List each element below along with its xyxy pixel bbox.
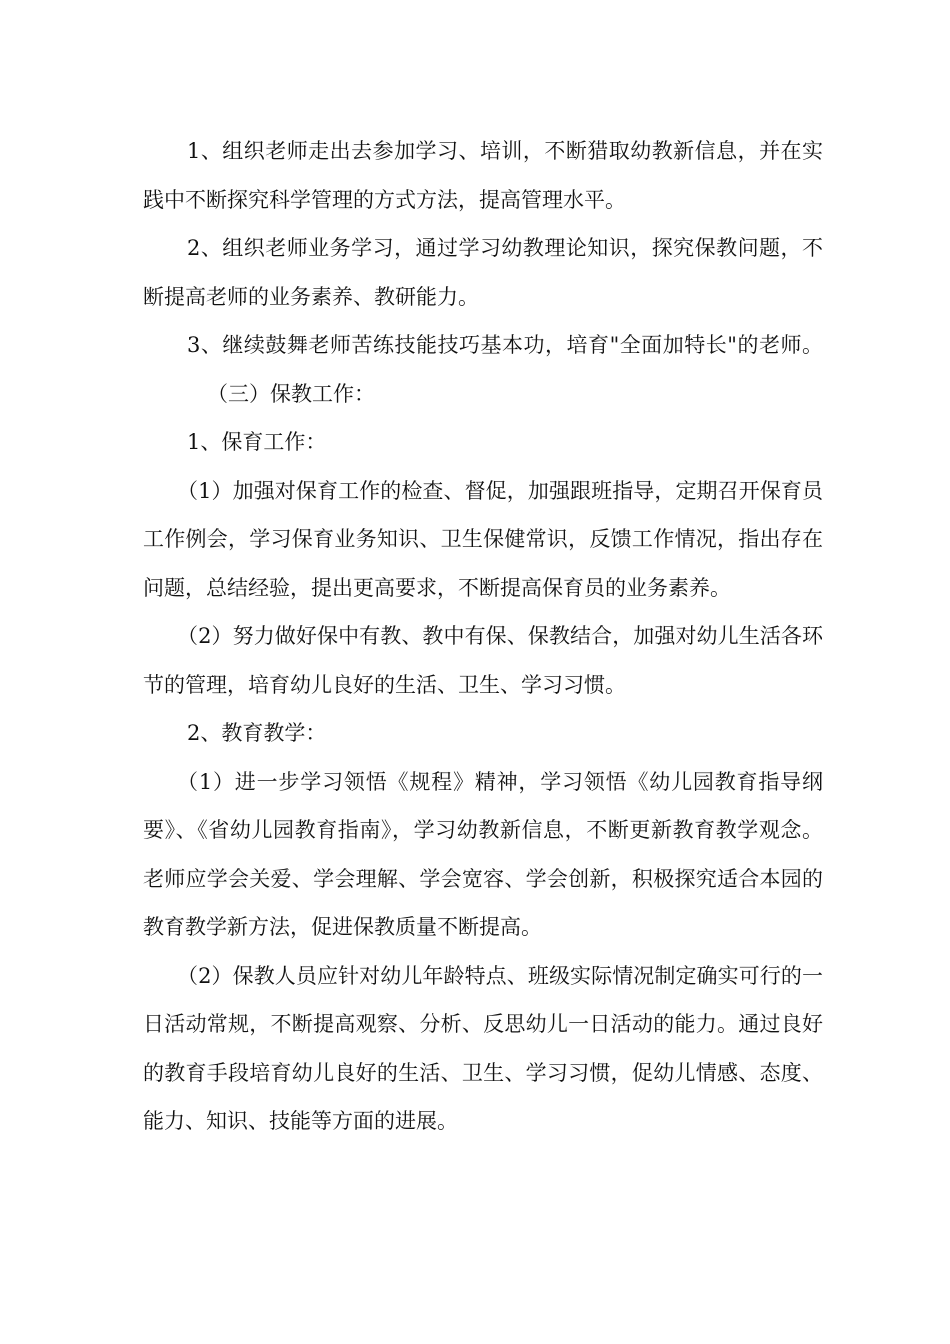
paragraph-3: [143, 321, 823, 418]
paragraph-1: 1、组织老师走出去参加学习、培训，不断猎取幼教新信息，并在实践中不断探究科学管理的方式方法，提高管理水平。: [143, 139, 823, 212]
paragraph-baoyu-1: （1）加强对保育工作的检查、督促，加强跟班指导，定期召开保育员工作例会，学习保育业务知识、卫生保健常识，反馈工作情况，指出存在问题，总结经验，提出更高要求，不断提高保育员的业务素养。: [143, 478, 823, 600]
document-page: [143, 127, 823, 1146]
section-heading-baojiao: （三）保教工作：: [207, 381, 375, 406]
paragraph-2: 2、组织老师业务学习，通过学习幼教理论知识，探究保教问题，不断提高老师的业务素养、教研能力。: [143, 236, 823, 309]
paragraph-baoyu-2: （2）努力做好保中有教、教中有保、保教结合，加强对幼儿生活各环节的管理，培育幼儿良好的生活、卫生、学习习惯。: [143, 624, 823, 697]
subheading-jiaoyu: 2、教育教学：: [187, 721, 327, 745]
subheading-baoyu: 1、保育工作：: [187, 430, 327, 454]
paragraph-jiaoyu-2: （2）保教人员应针对幼儿年龄特点、班级实际情况制定确实可行的一日活动常规，不断提高观察、分析、反思幼儿一日活动的能力。通过良好的教育手段培育幼儿良好的生活、卫生、学习习惯，促幼儿情感、态度、能力、知识、技能等方面的进展。: [143, 963, 823, 1133]
paragraph-3-text: 3、继续鼓舞老师苦练技能技巧基本功，培育"全面加特长"的老师。: [187, 333, 823, 357]
paragraph-jiaoyu-1: （1）进一步学习领悟《规程》精神，学习领悟《幼儿园教育指导纲要》、《省幼儿园教育指南》，学习幼教新信息，不断更新教育教学观念。老师应学会关爱、学会理解、学会宽容、学会创新，积极探究适合本园的教育教学新方法，促进保教质量不断提高。: [143, 769, 823, 939]
